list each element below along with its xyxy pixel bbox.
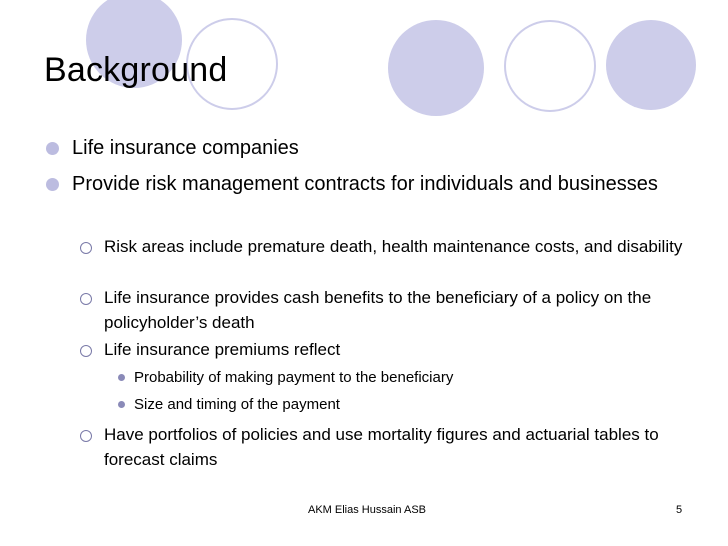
bullet-item: Life insurance premiums reflect [104, 340, 341, 359]
bullet-item: Provide risk management contracts for individuals and businesses [72, 173, 658, 195]
bullet-item: Life insurance provides cash benefits to the beneficiary of a policy on the policyholder’s death [104, 288, 652, 332]
decorative-circle [606, 20, 696, 110]
page-number: 5 [676, 504, 683, 516]
bullet-dot-small [118, 374, 125, 381]
bullet-ring [80, 430, 92, 442]
bullet-dot [46, 178, 59, 191]
footer-author: AKM Elias Hussain ASB [308, 504, 426, 516]
bullet-dot [46, 142, 59, 155]
bullet-item: Risk areas include premature death, health maintenance costs, and disability [104, 237, 683, 256]
decorative-circle [388, 20, 484, 116]
bullet-dot-small [118, 401, 125, 408]
bullet-ring [80, 242, 92, 254]
bullet-item: Have portfolios of policies and use mortality figures and actuarial tables to forecast claims [104, 425, 659, 469]
bullet-ring [80, 293, 92, 305]
bullet-ring [80, 345, 92, 357]
bullet-item: Life insurance companies [72, 137, 299, 159]
decorative-circle [504, 20, 596, 112]
bullet-item: Probability of making payment to the beneficiary [134, 369, 454, 386]
bullet-item: Size and timing of the payment [134, 396, 340, 413]
slide-title: Background [44, 51, 228, 89]
